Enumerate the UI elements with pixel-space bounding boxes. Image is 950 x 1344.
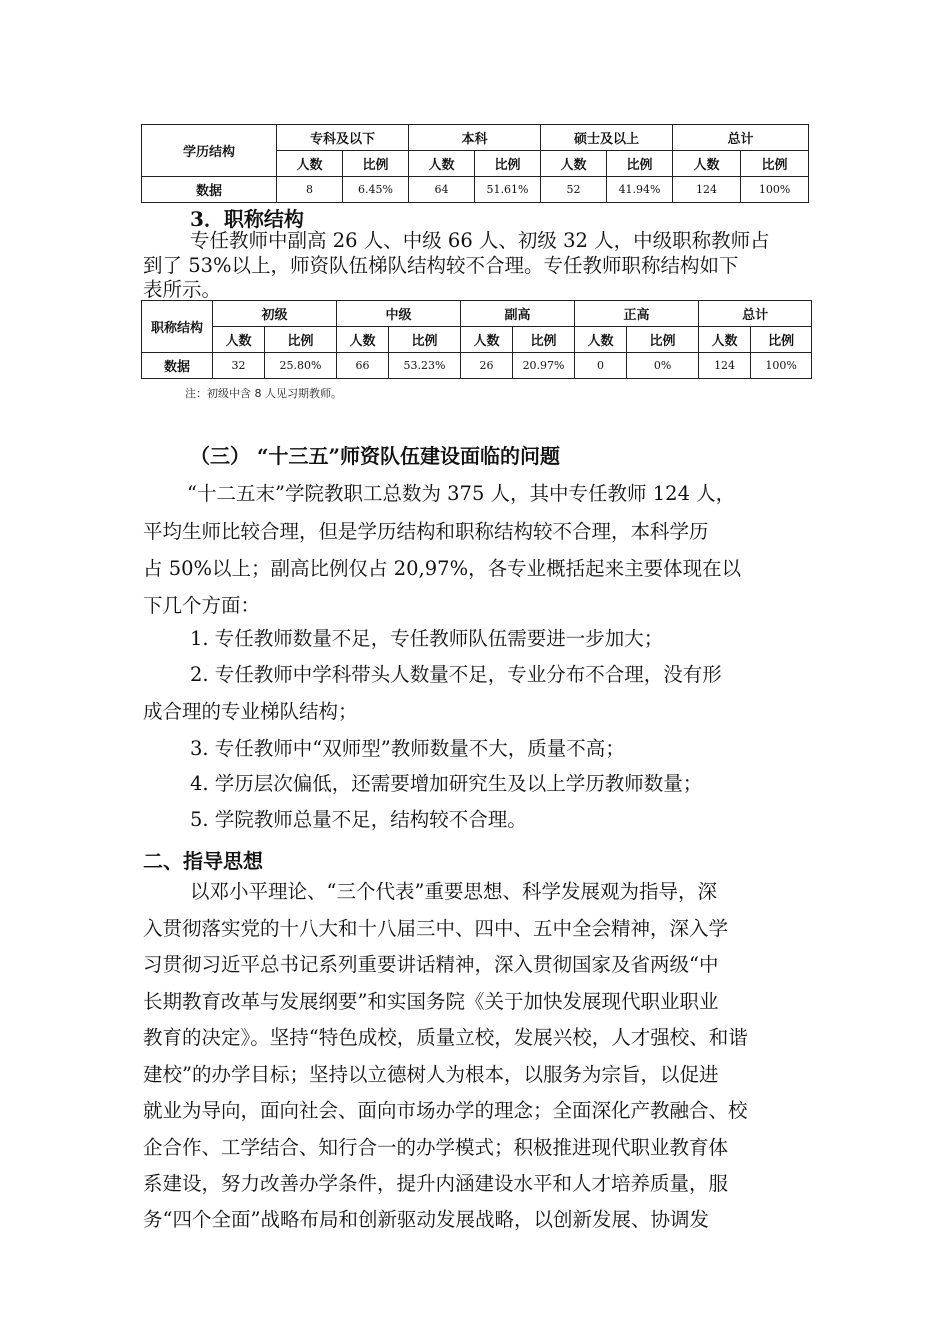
table-note: 注：初级中含 8 人见习期教师。 <box>185 387 342 400</box>
sub-header: 比例 <box>751 327 812 353</box>
column-group-header: 本科 <box>409 125 541 151</box>
column-group-header: 总计 <box>699 301 812 327</box>
column-group-header: 副高 <box>461 301 575 327</box>
sub-header: 人数 <box>277 151 343 177</box>
column-group-header: 中级 <box>337 301 461 327</box>
paragraph-line: 入贯彻落实党的十八大和十八届三中、四中、五中全会精神，深入学 <box>143 917 729 940</box>
paragraph-line: 教育的决定》。坚持“特色成校，质量立校，发展兴校，人才强校、和谐 <box>143 1026 748 1049</box>
column-group-header: 总计 <box>673 125 809 151</box>
table-cell: 64 <box>409 177 475 203</box>
paragraph-line: 建校”的办学目标；坚持以立德树人为根本，以服务为宗旨，以促进 <box>143 1063 719 1086</box>
sub-header: 人数 <box>699 327 751 353</box>
paragraph-line: 专任教师中副高 26 人、中级 66 人、初级 32 人，中级职称教师占 <box>190 229 770 252</box>
row-header: 学历结构 <box>142 125 277 177</box>
column-group-header: 硕士及以上 <box>541 125 673 151</box>
table-cell: 26 <box>461 353 513 379</box>
table-cell: 25.80% <box>265 353 337 379</box>
table-cell: 0 <box>575 353 627 379</box>
table-cell: 41.94% <box>607 177 673 203</box>
title-structure-table <box>141 300 812 379</box>
sub-header: 人数 <box>409 151 475 177</box>
table-cell: 0% <box>627 353 699 379</box>
table-cell: 20.97% <box>513 353 575 379</box>
sub-header: 人数 <box>575 327 627 353</box>
paragraph-line: 到了 53%以上，师资队伍梯队结构较不合理。专任教师职称结构如下 <box>143 254 739 277</box>
column-group-header: 专科及以下 <box>277 125 409 151</box>
list-item: 5. 学院教师总量不足，结构较不合理。 <box>190 808 527 831</box>
table-cell: 8 <box>277 177 343 203</box>
sub-header: 人数 <box>213 327 265 353</box>
section-heading: 3．职称结构 <box>190 207 304 231</box>
table-cell: 124 <box>699 353 751 379</box>
paragraph-line: 系建设，努力改善办学条件，提升内涵建设水平和人才培养质量，服 <box>143 1172 729 1195</box>
data-row-label: 数据 <box>142 353 213 379</box>
sub-header: 人数 <box>673 151 741 177</box>
sub-header: 比例 <box>389 327 461 353</box>
list-item: 3. 专任教师中“双师型”教师数量不大，质量不高； <box>190 737 625 760</box>
list-item: 4. 学历层次偏低，还需要增加研究生及以上学历教师数量； <box>190 772 703 795</box>
row-header: 职称结构 <box>142 301 213 353</box>
table-cell: 53.23% <box>389 353 461 379</box>
table-cell: 124 <box>673 177 741 203</box>
column-group-header: 正高 <box>575 301 699 327</box>
table-cell: 100% <box>741 177 809 203</box>
sub-header: 比例 <box>513 327 575 353</box>
list-item: 1. 专任教师数量不足，专任教师队伍需要进一步加大； <box>190 627 664 650</box>
paragraph-line: 务“四个全面”战略布局和创新驱动发展战略，以创新发展、协调发 <box>143 1208 709 1231</box>
data-row-label: 数据 <box>142 177 277 203</box>
table-cell: 66 <box>337 353 389 379</box>
sub-header: 人数 <box>337 327 389 353</box>
sub-header: 比例 <box>607 151 673 177</box>
table-cell: 100% <box>751 353 812 379</box>
education-structure-table <box>141 124 809 203</box>
table-cell: 32 <box>213 353 265 379</box>
sub-header: 比例 <box>741 151 809 177</box>
column-group-header: 初级 <box>213 301 337 327</box>
paragraph-line: 企合作、工学结合、知行合一的办学模式；积极推进现代职业教育体 <box>143 1136 729 1159</box>
paragraph-line: “十二五末”学院教职工总数为 375 人，其中专任教师 124 人， <box>187 482 736 505</box>
section-heading: 二、指导思想 <box>143 849 263 873</box>
paragraph-line: 习贯彻习近平总书记系列重要讲话精神，深入贯彻国家及省两级“中 <box>143 953 719 976</box>
paragraph-line: 占 50%以上；副高比例仅占 20,97%，各专业概括起来主要体现在以 <box>143 557 742 580</box>
table-cell: 52 <box>541 177 607 203</box>
paragraph-line: 以邓小平理论、“三个代表”重要思想、科学发展观为指导，深 <box>190 880 717 903</box>
list-item: 2. 专任教师中学科带头人数量不足，专业分布不合理，没有形 <box>190 663 722 686</box>
subsection-heading: （三） “十三五”师资队伍建设面临的问题 <box>190 444 560 468</box>
sub-header: 人数 <box>541 151 607 177</box>
list-item-continuation: 成合理的专业梯队结构； <box>143 700 358 723</box>
sub-header: 比例 <box>475 151 541 177</box>
sub-header: 比例 <box>343 151 409 177</box>
sub-header: 比例 <box>627 327 699 353</box>
paragraph-line: 长期教育改革与发展纲要”和实国务院《关于加快发展现代职业职业 <box>143 990 719 1013</box>
sub-header: 人数 <box>461 327 513 353</box>
paragraph-line: 平均生师比较合理，但是学历结构和职称结构较不合理，本科学历 <box>143 520 709 543</box>
paragraph-line: 下几个方面： <box>143 594 261 617</box>
table-cell: 6.45% <box>343 177 409 203</box>
table-cell: 51.61% <box>475 177 541 203</box>
paragraph-line: 表所示。 <box>143 278 222 301</box>
paragraph-line: 就业为导向，面向社会、面向市场办学的理念；全面深化产教融合、校 <box>143 1099 748 1122</box>
sub-header: 比例 <box>265 327 337 353</box>
